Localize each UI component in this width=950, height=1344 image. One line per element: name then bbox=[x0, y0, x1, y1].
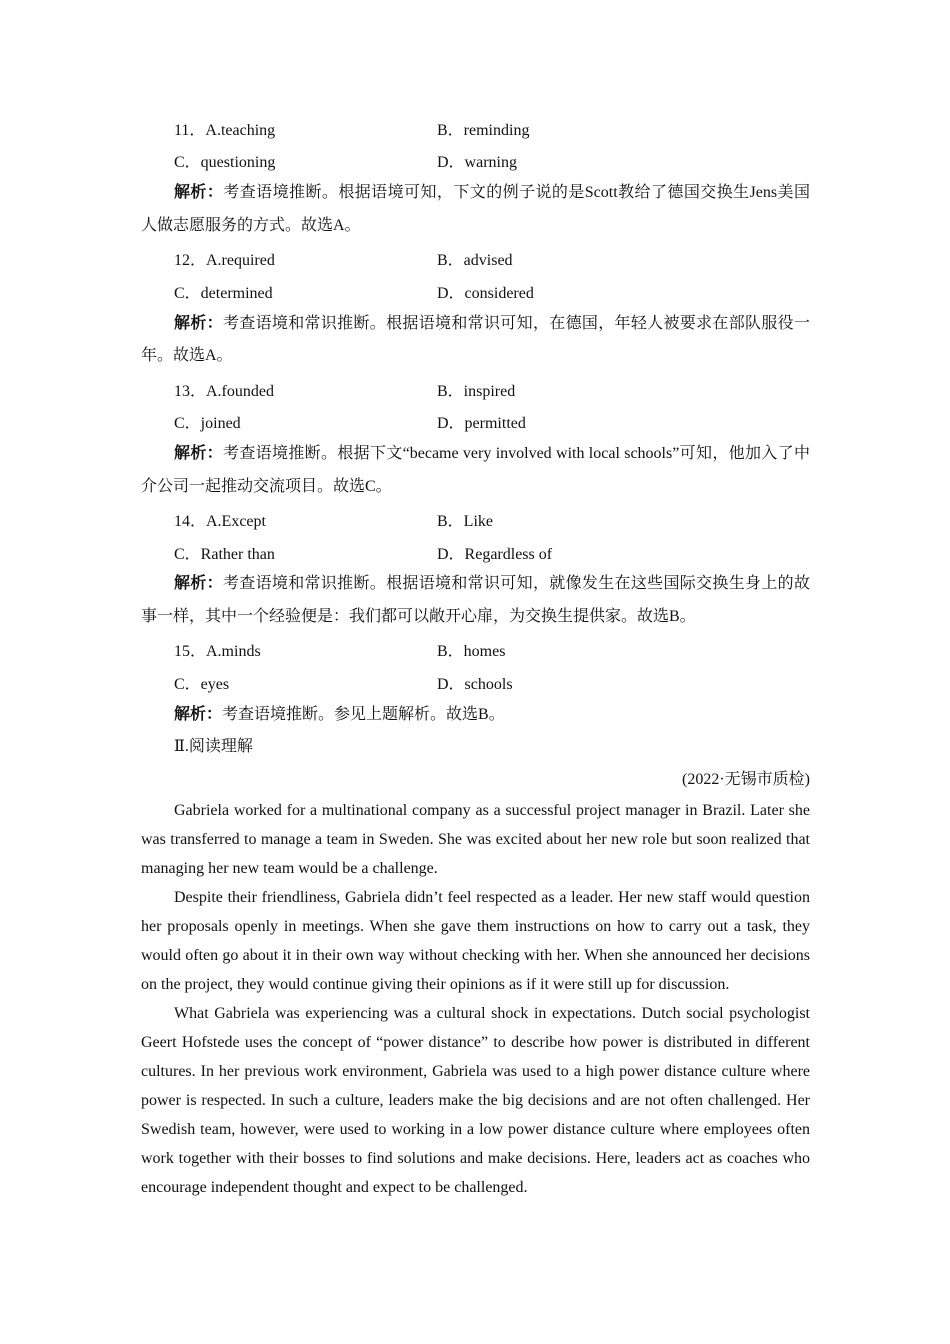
question-11 bbox=[141, 112, 810, 242]
explanation-text: 考查语境推断。根据下文“became very involved with local schools”可知，他加入了中介公司一起推动交流项目。故选C。 bbox=[141, 444, 810, 495]
option-b: B．reminding bbox=[437, 121, 530, 139]
option-a: 12．A.required bbox=[174, 252, 275, 270]
options-row bbox=[141, 503, 810, 536]
explanation-label: 解析： bbox=[174, 444, 223, 462]
explanation bbox=[141, 699, 810, 732]
option-b: B．homes bbox=[437, 643, 506, 661]
explanation-label: 解析： bbox=[174, 314, 223, 332]
explanation-label: 解析： bbox=[174, 575, 223, 593]
option-c: C．eyes bbox=[174, 675, 230, 693]
reading-paragraph-3: What Gabriela was experiencing was a cultural shock in expectations. Dutch social psychologist Geert Hofstede uses the concept of “power distance” to describe how power is distributed in different cultures. In her previous work environment, Gabriela was used to a high power distance culture where power is respected. In such a culture, leaders make the big decisions and are not often challenged. Her Swedish team, however, were used to working in a low power distance culture where employees often work together with their bosses to find solutions and make decisions. Here, leaders act as coaches who encourage independent thought and expect to be challenged. bbox=[141, 1005, 810, 1197]
option-a: 14．A.Except bbox=[174, 512, 266, 530]
question-15 bbox=[141, 634, 810, 732]
explanation bbox=[141, 438, 810, 503]
options-row bbox=[141, 112, 810, 145]
option-d: D．Regardless of bbox=[437, 545, 553, 563]
options-row bbox=[141, 373, 810, 406]
question-13 bbox=[141, 373, 810, 503]
explanation-text: 考查语境推断。根据语境可知，下文的例子说的是Scott教给了德国交换生Jens美国人做志愿服务的方式。故选A。 bbox=[141, 184, 810, 234]
options-row bbox=[141, 666, 810, 699]
option-a: 11．A.teaching bbox=[174, 121, 276, 139]
options-row bbox=[141, 634, 810, 667]
document-content bbox=[141, 112, 810, 1202]
explanation-label: 解析： bbox=[174, 705, 223, 723]
option-d: D．warning bbox=[437, 154, 517, 172]
option-d: D．schools bbox=[437, 675, 513, 693]
options-row bbox=[141, 405, 810, 438]
option-c: C．determined bbox=[174, 284, 273, 302]
option-c: C．questioning bbox=[174, 154, 276, 172]
reading-paragraph-1: Gabriela worked for a multinational company as a successful project manager in Brazil. Later she was transferred to manage a team in Sweden. She was excited about her new role but soon realized that managing her new team would be a challenge. bbox=[141, 802, 810, 878]
option-b: B．inspired bbox=[437, 382, 516, 400]
options-row bbox=[141, 145, 810, 178]
option-a: 13．A.founded bbox=[174, 382, 274, 400]
option-d: D．considered bbox=[437, 284, 534, 302]
option-b: B．advised bbox=[437, 252, 513, 270]
option-b: B．Like bbox=[437, 512, 493, 530]
options-row bbox=[141, 242, 810, 275]
option-a: 15．A.minds bbox=[174, 643, 261, 661]
options-row bbox=[141, 536, 810, 569]
section-title: Ⅱ.阅读理解 bbox=[174, 738, 253, 756]
explanation-text: 考查语境推断。参见上题解析。故选B。 bbox=[222, 705, 505, 723]
explanation-text: 考查语境和常识推断。根据语境和常识可知，就像发生在这些国际交换生身上的故事一样，其中一个经验便是：我们都可以敞开心扉，为交换生提供家。故选B。 bbox=[141, 575, 810, 625]
options-row bbox=[141, 275, 810, 308]
explanation-text: 考查语境和常识推断。根据语境和常识可知，在德国，年轻人被要求在部队服役一年。故选A。 bbox=[141, 314, 810, 365]
question-12 bbox=[141, 242, 810, 372]
explanation bbox=[141, 177, 810, 242]
explanation-label: 解析： bbox=[174, 184, 224, 202]
option-c: C．joined bbox=[174, 415, 241, 433]
source-note: (2022·无锡市质检) bbox=[682, 770, 810, 788]
reading-paragraph-2: Despite their friendliness, Gabriela didn’t feel respected as a leader. Her new staff would question her proposals openly in meetings. When she gave them instructions on how to carry out a task, they would often go about it in their own way without checking with her. When she announced her decisions on the project, they would continue giving their opinions as if it were still up for discussion. bbox=[141, 889, 810, 994]
explanation bbox=[141, 308, 810, 373]
option-d: D．permitted bbox=[437, 415, 526, 433]
explanation bbox=[141, 568, 810, 633]
question-14 bbox=[141, 503, 810, 633]
option-c: C．Rather than bbox=[174, 545, 275, 563]
